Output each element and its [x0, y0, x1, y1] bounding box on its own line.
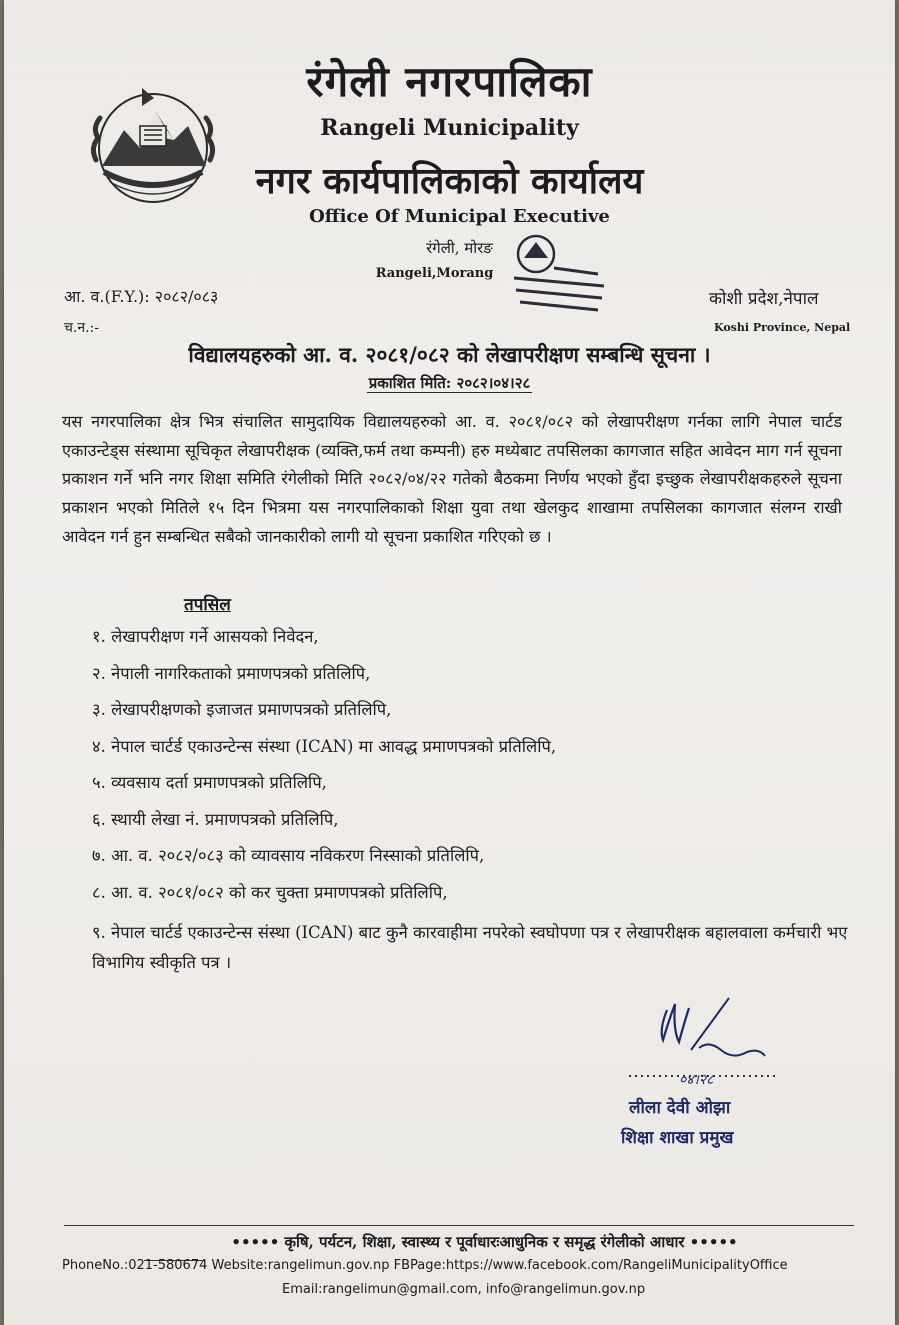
- list-item: ३. लेखापरीक्षणको इजाजत प्रमाणपत्रको प्रतिलिपि,: [92, 700, 392, 719]
- footer-contact-line: PhoneNo.:021-580674 Website:rangelimun.gov.np FBPage:https://www.facebook.com/RangeliMunicipalityOffice: [62, 1258, 788, 1273]
- office-name-np: नगर कार्यपालिकाको कार्यालय: [255, 160, 644, 202]
- reference-number: च.न.:-: [64, 320, 100, 336]
- province-en: Koshi Province, Nepal: [714, 321, 851, 334]
- fiscal-year: आ. व.(F.Y.): २०८२/०८३: [64, 287, 219, 306]
- notice-title: विद्यालयहरुको आ. व. २०८१/०८२ को लेखापरीक्षण सम्बन्धि सूचना ।: [188, 342, 711, 367]
- province-np: कोशी प्रदेश,नेपाल: [709, 289, 819, 309]
- letter-page: [4, 0, 895, 1325]
- list-item: ५. व्यवसाय दर्ता प्रमाणपत्रको प्रतिलिपि,: [92, 773, 327, 792]
- org-name-np: रंगेली नगरपालिका: [306, 57, 593, 106]
- list-item: ९. नेपाल चार्टर्ड एकाउन्टेन्स संस्था (ICAN) बाट कुनै कारवाहीमा नपरेको स्वघोपणा पत्र र लेखापरीक्षक बहालवाला कर्मचारी भए विभागिय स्वीकृति पत्र ।: [92, 923, 848, 972]
- list-item: ७. आ. व. २०८२/०८३ को व्यावसाय नविकरण निस्साको प्रतिलिपि,: [92, 846, 485, 865]
- list-item: ८. आ. व. २०८१/०८२ को कर चुक्ता प्रमाणपत्रको प्रतिलिपि,: [92, 882, 448, 902]
- footer-motto: ••••• कृषि, पर्यटन, शिक्षा, स्वास्थ्य र पूर्वाधारःआधुनिक र समृद्ध रंगेलीको आधार •••••: [231, 1233, 738, 1251]
- list-item: २. नेपाली नागरिकताको प्रमाणपत्रको प्रतिलिपि,: [92, 663, 371, 683]
- signatory-designation: शिक्षा शाखा प्रमुख: [621, 1128, 734, 1148]
- office-stamp: [494, 228, 614, 318]
- document-requirements-list: [92, 626, 852, 993]
- published-date: [4, 373, 895, 393]
- list-item: १. लेखापरीक्षण गर्ने आसयको निवेदन,: [92, 627, 319, 646]
- org-name-en: Rangeli Municipality: [320, 115, 579, 141]
- address-np: रंगेली, मोरङ: [426, 239, 493, 257]
- address-en: Rangeli,Morang: [375, 266, 494, 281]
- list-item: ४. नेपाल चार्टर्ड एकाउन्टेन्स संस्था (ICAN) मा आवद्ध प्रमाणपत्रको प्रतिलिपि,: [92, 736, 557, 756]
- office-name-en: Office Of Municipal Executive: [309, 206, 610, 227]
- footer-divider: [64, 1225, 854, 1226]
- list-heading: तपसिल: [184, 595, 231, 615]
- list-item: ६. स्थायी लेखा नं. प्रमाणपत्रको प्रतिलिपि,: [92, 809, 339, 829]
- signature-date: ०४।२८: [679, 1072, 714, 1088]
- signatory-name: लीला देवी ओझा: [629, 1098, 731, 1118]
- notice-body: यस नगरपालिका क्षेत्र भित्र संचालित सामुदायिक विद्यालयहरुको आ. व. २०८१/०८२ को लेखापरीक्षण गर्नका लागि नेपाल चार्टड एकाउन्टेड्स संस्थामा सूचिकृत लेखापरीक्षक (व्यक्ति,फर्म तथा कम्पनी) हरु मध्येबाट तपसिलका कागजात सहित आवेदन माग गर्न सूचना प्रकाशन गर्ने भनि नगर शिक्षा समिति रंगेलीको मिति २०८२/०४/२२ गतेको बैठकमा निर्णय भएको हुँदा इच्छुक लेखापरीक्षकहरुले सूचना प्रकाशन भएको मितिले १५ दिन भित्रमा यस नगरपालिकाको शिक्षा युवा तथा खेलकुद शाखामा तपसिलका कागजात संलग्न राखी आवेदन गर्न हुन सम्बन्धित सबैको जानकारीको लागी यो सूचना प्रकाशित गरिएको छ ।: [62, 412, 842, 546]
- footer-email-line: Email:rangelimun@gmail.com, info@rangelimun.gov.np: [282, 1282, 646, 1297]
- published-date-text: प्रकाशित मिति: २०८२।०४।२८: [368, 374, 531, 392]
